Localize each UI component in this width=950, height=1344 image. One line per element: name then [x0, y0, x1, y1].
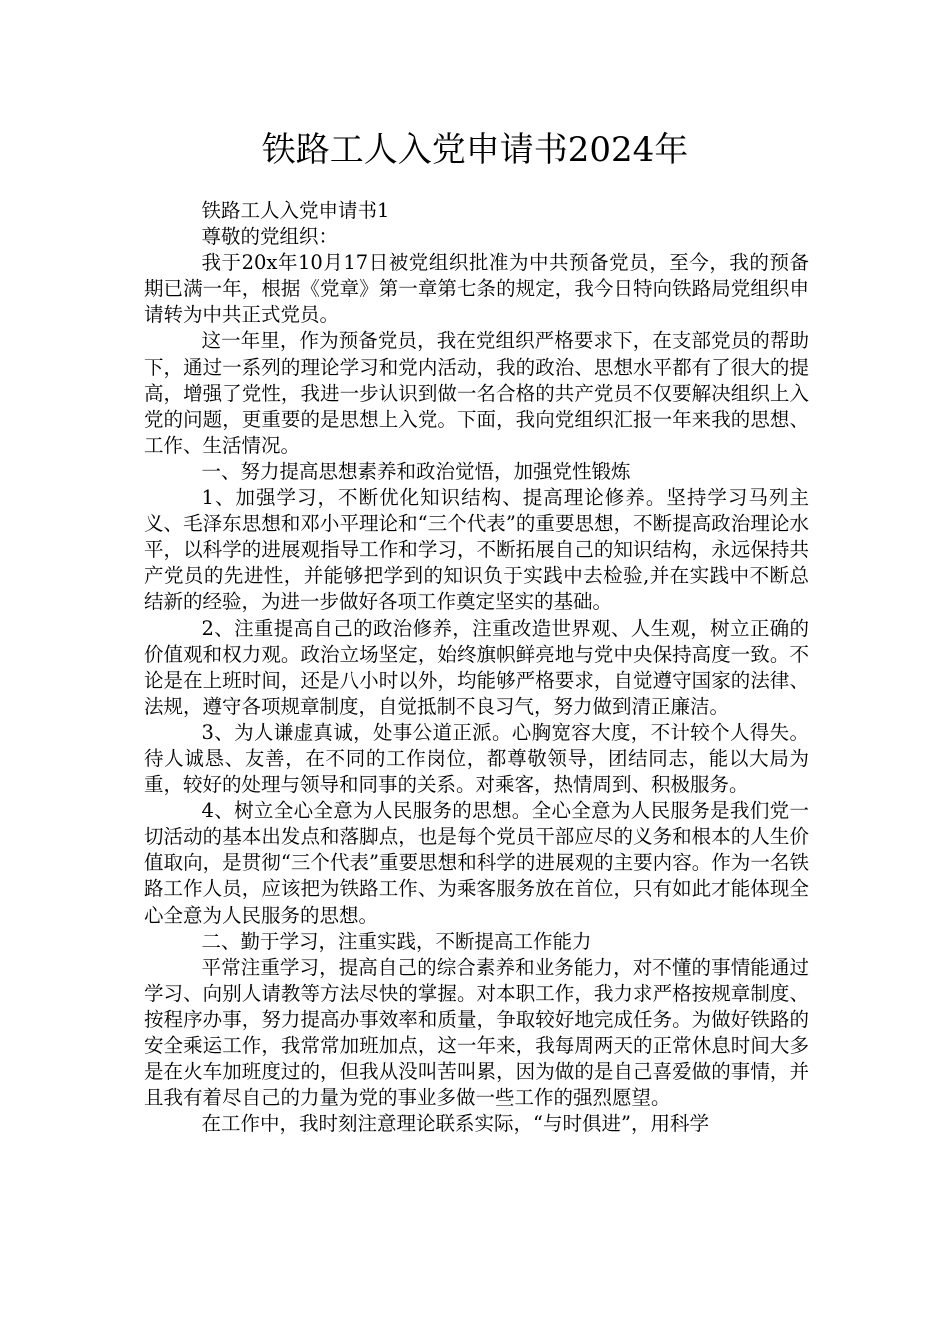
paragraph-salutation: 尊敬的党组织：	[201, 225, 339, 249]
paragraph: 3、为人谦虚真诚，处事公道正派。心胸宽容大度，不计较个人得失。待人诚恳、友善，在不同的工作岗位，都尊敬领导，团结同志，能以大局为重，较好的处理与领导和同事的关系。对乘客，热情周到、积极服务。	[144, 720, 809, 797]
paragraph: 1、加强学习，不断优化知识结构、提高理论修养。坚持学习马列主义、毛泽东思想和邓小平理论和“三个代表”的重要思想，不断提高政治理论水平，以科学的进展观指导工作和学习，不断拓展自己的知识结构，永远保持共产党员的先进性，并能够把学到的知识负于实践中去检验,并在实践中不断总结新的经验，为进一步做好各项工作奠定坚实的基础。	[144, 486, 809, 614]
paragraph: 4、树立全心全意为人民服务的思想。全心全意为人民服务是我们党一切活动的基本出发点和落脚点，也是每个党员干部应尽的义务和根本的人生价值取向，是贯彻“三个代表”重要思想和科学的进展观的主要内容。作为一名铁路工作人员，应该把为铁路工作、为乘客服务放在首位，只有如此才能体现全心全意为人民服务的思想。	[144, 799, 809, 927]
paragraph-heading-line: 铁路工人入党申请书1	[201, 199, 390, 222]
paragraph: 这一年里，作为预备党员，我在党组织严格要求下，在支部党员的帮助下，通过一系列的理论学习和党内活动，我的政治、思想水平都有了很大的提高，增强了党性，我进一步认识到做一名合格的共产党员不仅要解决组织上入党的问题，更重要的是思想上入党。下面，我向党组织汇报一年来我的思想、工作、生活情况。	[144, 329, 809, 457]
section-heading: 二、勤于学习，注重实践，不断提高工作能力	[201, 929, 592, 953]
document-title: 铁路工人入党申请书2024年	[261, 130, 689, 170]
paragraph: 我于20x年10月17日被党组织批准为中共预备党员，至今，我的预备期已满一年，根据《党章》第一章第七条的规定，我今日特向铁路局党组织申请转为中共正式党员。	[144, 251, 809, 327]
section-heading: 一、努力提高思想素养和政治觉悟，加强党性锻炼	[201, 459, 631, 483]
document-body	[144, 198, 809, 1137]
paragraph: 在工作中，我时刻注意理论联系实际，“与时俱进”，用科学	[201, 1112, 709, 1136]
paragraph: 平常注重学习，提高自己的综合素养和业务能力，对不懂的事情能通过学习、向别人请教等方法尽快的掌握。对本职工作，我力求严格按规章制度、按程序办事，努力提高办事效率和质量，争取较好地完成任务。为做好铁路的安全乘运工作，我常常加班加点，这一年来，我每周两天的正常休息时间大多是在火车加班度过的，但我从没叫苦叫累，因为做的是自己喜爱做的事情，并且我有着尽自己的力量为党的事业多做一些工作的强烈愿望。	[144, 955, 809, 1110]
paragraph: 2、注重提高自己的政治修养，注重改造世界观、人生观，树立正确的价值观和权力观。政治立场坚定，始终旗帜鲜亮地与党中央保持高度一致。不论是在上班时间，还是八小时以外，均能够严格要求，自觉遵守国家的法律、法规，遵守各项规章制度，自觉抵制不良习气，努力做到清正廉洁。	[144, 616, 809, 718]
